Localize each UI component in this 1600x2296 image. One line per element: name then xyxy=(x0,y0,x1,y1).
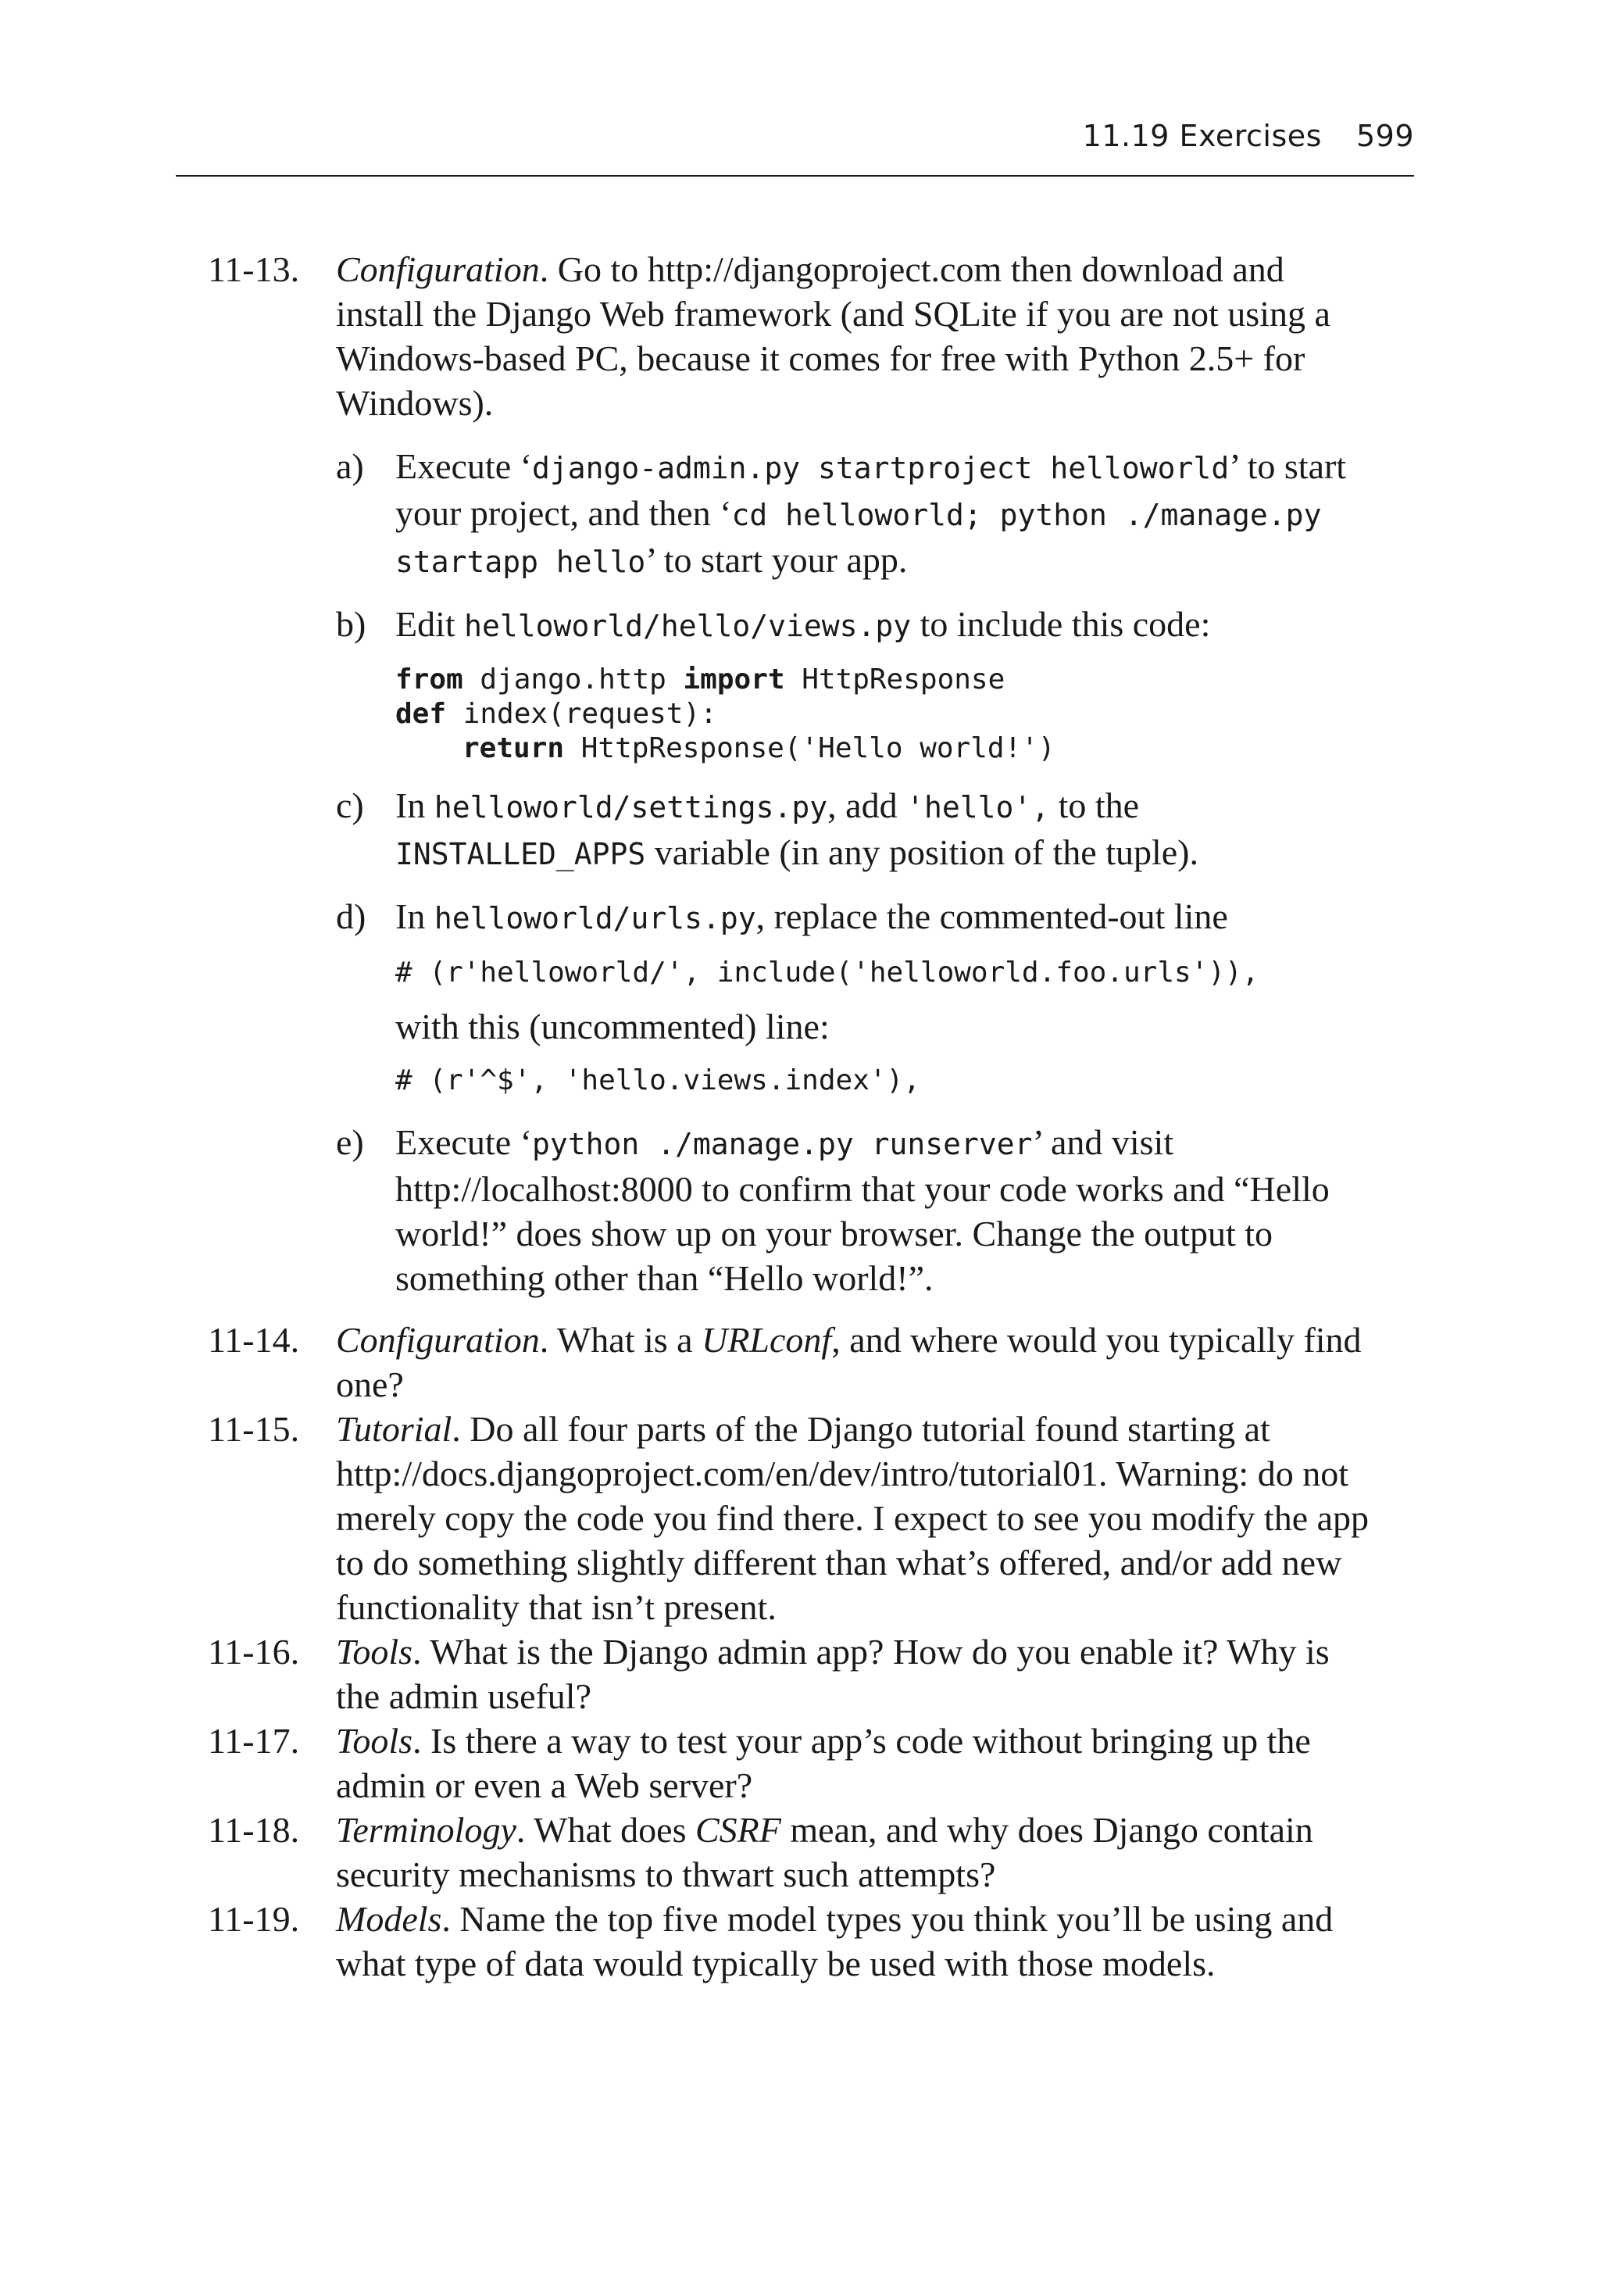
exercise-number: 11-13. xyxy=(208,249,300,289)
exercise-11-19 xyxy=(0,1897,1600,1986)
sub-exercise-d: d) In helloworld/urls.py, replace the commented-out line # (r'helloworld/', include('helloworld.foo.urls')), with this (uncommented) line: # (r'^$', 'hello.views.index'), xyxy=(395,894,1375,1103)
sub-label: b) xyxy=(336,604,366,644)
page-number: 599 xyxy=(1355,119,1414,153)
exercise-11-16 xyxy=(0,1629,1600,1718)
code-block: from django.http import HttpResponse def index(request): return HttpResponse('Hello world!') xyxy=(395,663,1055,764)
inline-code: INSTALLED_APPS xyxy=(395,837,646,871)
exercise-topic: Models xyxy=(336,1899,442,1939)
exercise-topic: Configuration xyxy=(336,249,540,289)
inline-code: python ./manage.py runserver xyxy=(531,1127,1033,1161)
exercise-topic: Tools xyxy=(336,1721,413,1761)
exercise-number: 11-16. xyxy=(208,1632,300,1672)
exercise-number: 11-19. xyxy=(208,1899,300,1939)
sub-exercise-e: e) Execute ‘python ./manage.py runserver’ and visit http://localhost:8000 to confirm that your code works and “Hello world!” does show up on your browser. Change the output to something other than “Hello world!”. xyxy=(395,1120,1375,1300)
exercise-number: 11-18. xyxy=(208,1810,300,1850)
exercise-list xyxy=(0,247,1600,1986)
exercise-11-15 xyxy=(0,1407,1600,1629)
exercise-number: 11-15. xyxy=(208,1409,300,1449)
inline-code: helloworld/hello/views.py xyxy=(464,609,912,643)
inline-code: cd helloworld; python ./manage.py startapp hello xyxy=(395,498,1322,579)
sub-exercise-a: a) Execute ‘django-admin.py startproject helloworld’ to start your project, and then ‘cd helloworld; python ./manage.py startapp hello’ to start your app. xyxy=(395,444,1375,585)
exercise-number: 11-14. xyxy=(208,1320,300,1360)
exercise-topic: Terminology xyxy=(336,1810,516,1850)
inline-code: helloworld/settings.py xyxy=(434,790,828,824)
exercise-text: Terminology. What does CSRF mean, and why does Django contain security mechanisms to thwart such attempts? xyxy=(336,1810,1313,1894)
exercise-11-14 xyxy=(0,1318,1600,1407)
exercise-topic: Configuration xyxy=(336,1320,540,1360)
sub-exercise-c: c) In helloworld/settings.py, add 'hello', to the INSTALLED_APPS variable (in any position of the tuple). xyxy=(395,783,1375,877)
exercise-topic: Tools xyxy=(336,1632,413,1672)
sub-label: a) xyxy=(336,446,364,486)
sub-label: d) xyxy=(336,896,366,936)
section-title: 11.19 Exercises xyxy=(1082,119,1322,153)
inline-code: helloworld/urls.py xyxy=(434,901,756,935)
exercise-text: Tools. Is there a way to test your app’s code without bringing up the admin or even a Web server? xyxy=(336,1721,1311,1805)
running-header xyxy=(176,119,1414,177)
sub-exercise-list xyxy=(336,444,1375,1300)
exercise-text: Tools. What is the Django admin app? How do you enable it? Why is the admin useful? xyxy=(336,1632,1330,1716)
sub-exercise-b: b) Edit helloworld/hello/views.py to include this code: from django.http import HttpResponse def index(request): return HttpResponse('Hello world!') xyxy=(395,602,1375,766)
exercise-text: Tutorial. Do all four parts of the Django tutorial found starting at http://docs.djangoproject.com/en/dev/intro/tutorial01. Warning: do not merely copy the code you find there. I expect to see you modify the app to do something slightly different than what’s offered, and/or add new functionality that isn’t present. xyxy=(336,1409,1370,1627)
exercise-text: Configuration. Go to http://djangoproject.com then download and install the Django Web framework (and SQLite if you are not using a Windows-based PC, because it comes for free with Python 2.5+ for Windows). xyxy=(336,249,1330,423)
exercise-text: Models. Name the top five model types you think you’ll be using and what type of data would typically be used with those models. xyxy=(336,1899,1334,1983)
inline-code: django-admin.py startproject helloworld xyxy=(531,451,1230,485)
exercise-11-17 xyxy=(0,1718,1600,1808)
code-line: # (r'^$', 'hello.views.index'), xyxy=(395,1064,920,1096)
sub-label: e) xyxy=(336,1122,364,1162)
exercise-text: Configuration. What is a URLconf, and where would you typically find one? xyxy=(336,1320,1362,1404)
exercise-11-18 xyxy=(0,1808,1600,1897)
exercise-11-13 xyxy=(0,247,1600,1300)
code-line: # (r'helloworld/', include('helloworld.foo.urls')), xyxy=(395,957,1259,989)
sub-label: c) xyxy=(336,785,364,825)
inline-code: 'hello', xyxy=(906,790,1050,824)
exercise-number: 11-17. xyxy=(208,1721,300,1761)
exercise-topic: Tutorial xyxy=(336,1409,452,1449)
